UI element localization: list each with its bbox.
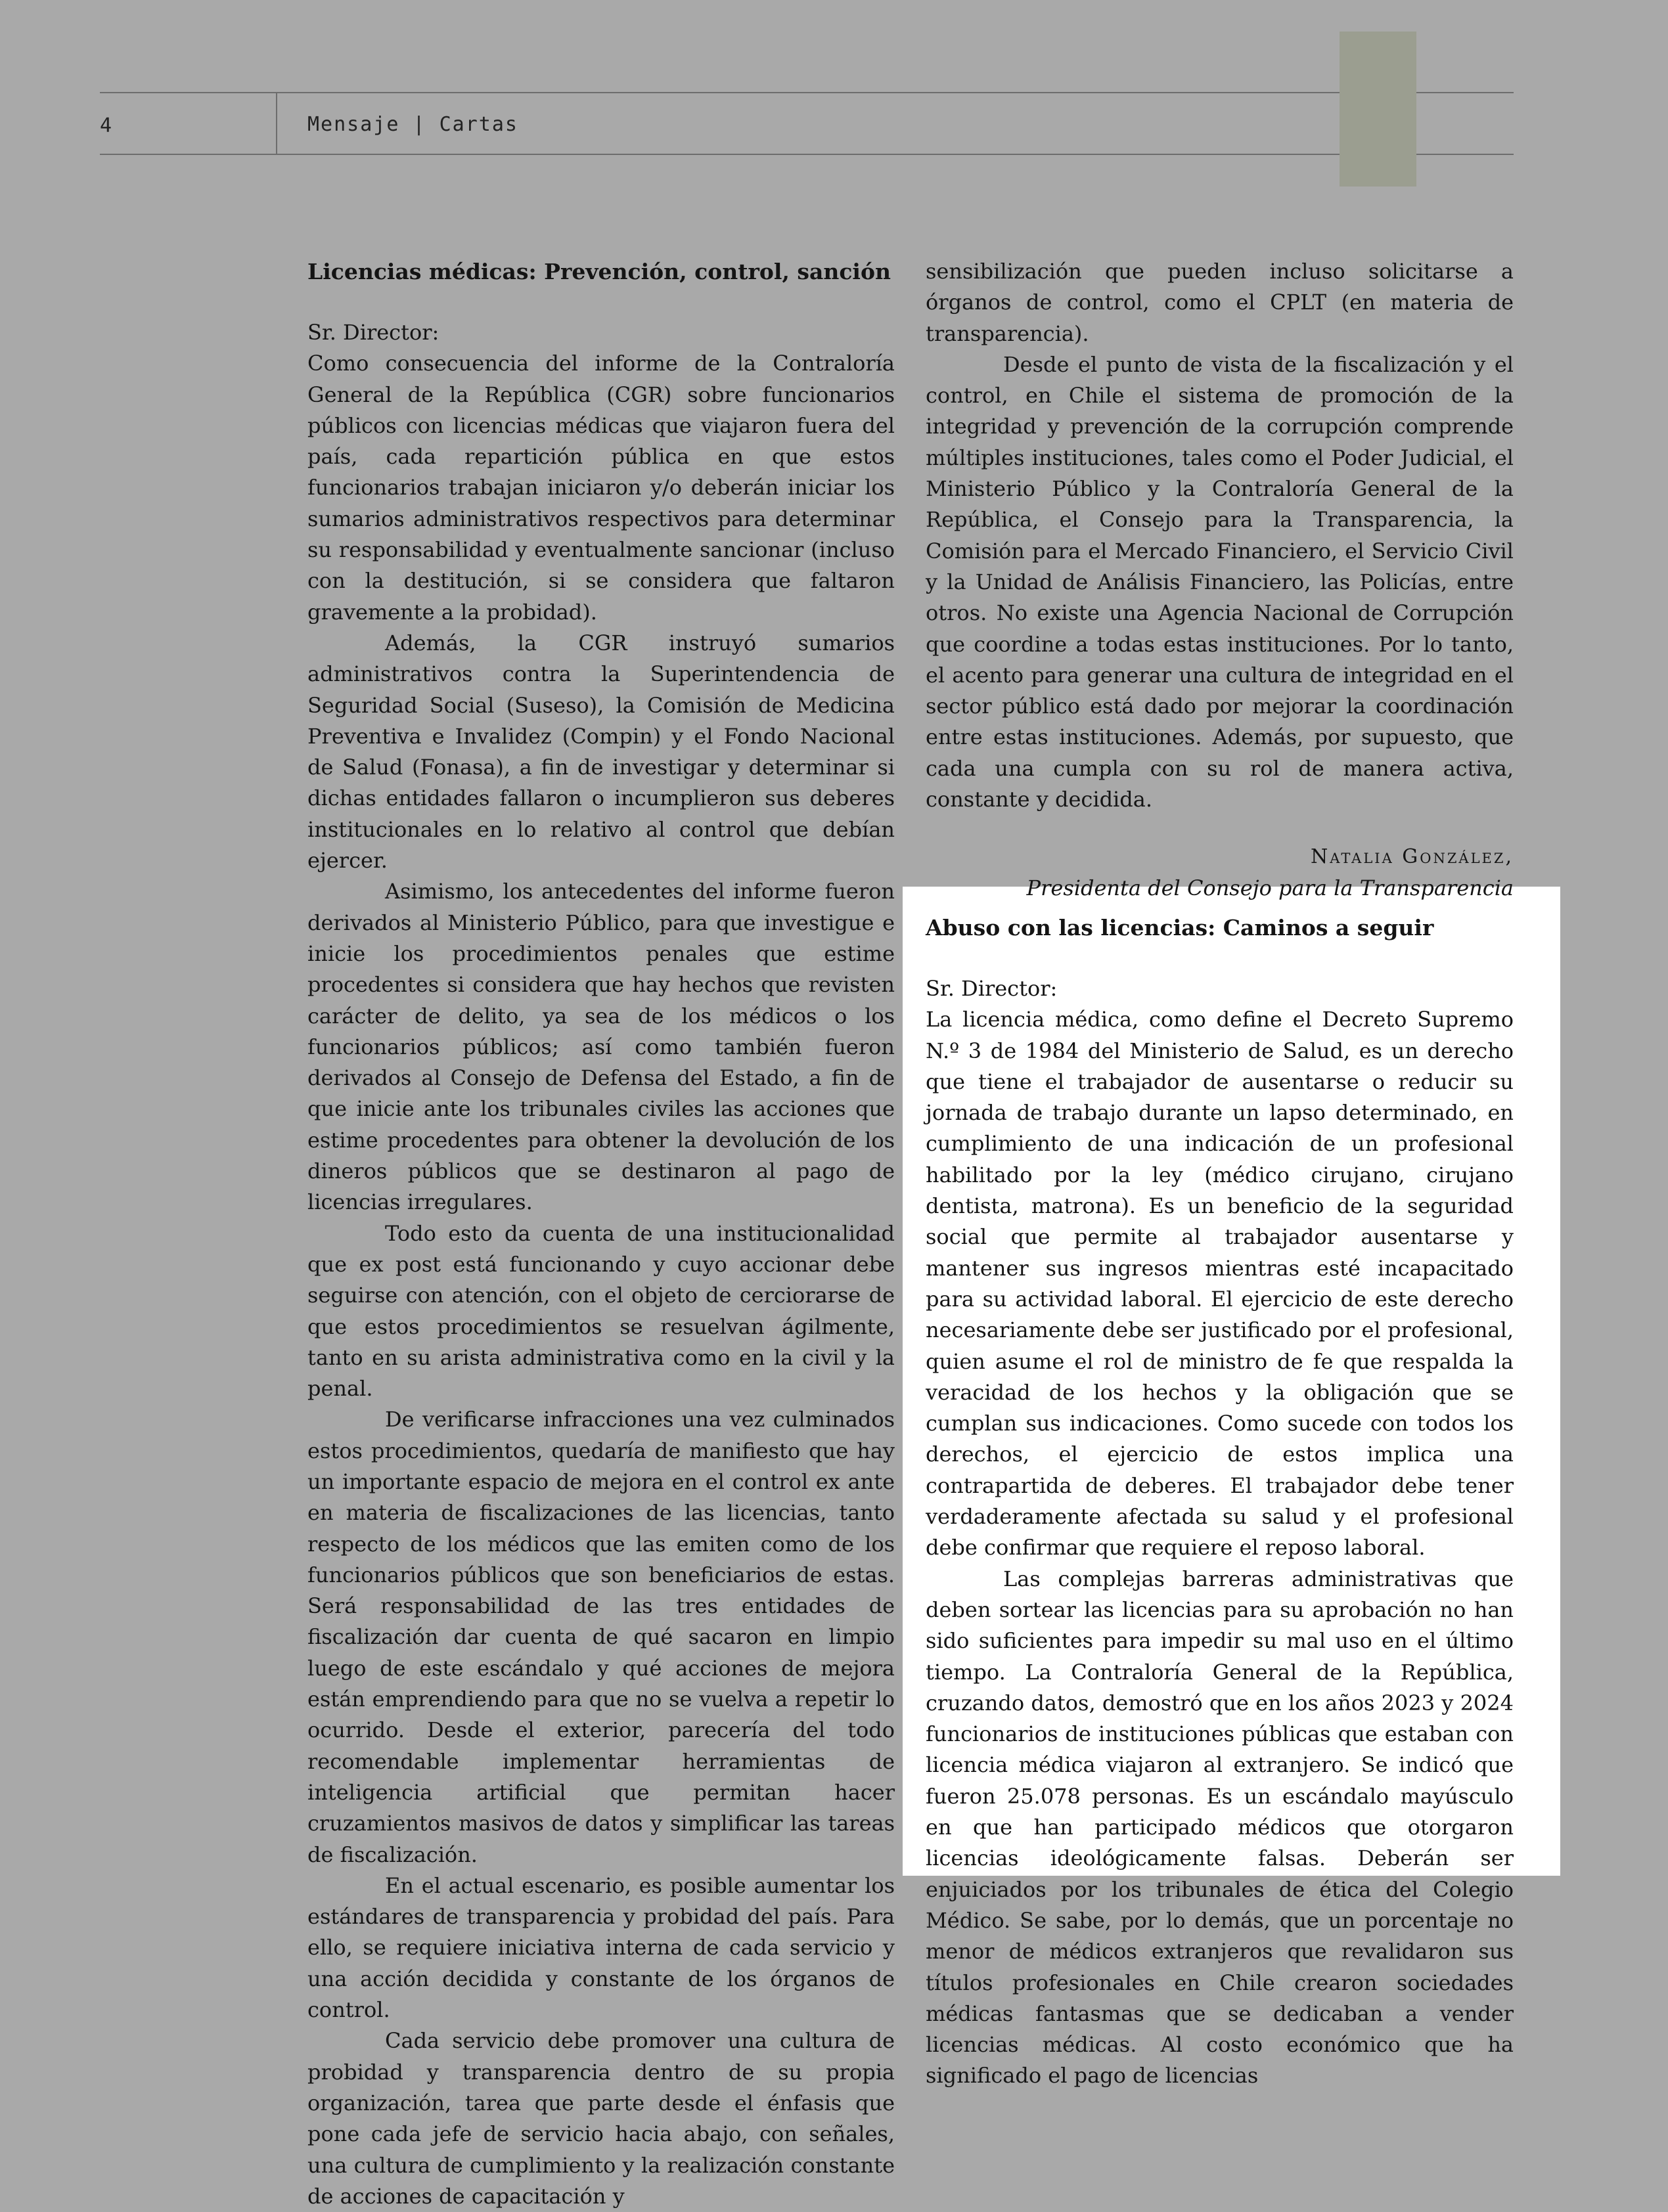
letter1-paragraph: Además, la CGR instruyó sumarios administrativos contra la Superintendencia de Seguridad Social (Suseso), la Comisión de Medicina Preventiva e Invalidez (Compin) y el Fondo Nacional de Salud (Fonasa), a fin de investigar y determinar si dichas entidades fallaron o incumplieron sus deberes institucionales en lo relativo al control que debían ejercer. xyxy=(307,630,895,874)
page-tab-marker xyxy=(1340,32,1416,187)
letter2-title: Abuso con las licencias: Caminos a seguir xyxy=(926,915,1434,940)
section-title: Mensaje | Cartas xyxy=(307,113,518,136)
header-rule-top xyxy=(100,92,1514,93)
signature-role: Presidenta del Consejo para la Transparencia xyxy=(1026,875,1514,900)
letter1-signature xyxy=(926,841,1514,904)
letter2-paragraph: La licencia médica, como define el Decreto Supremo N.º 3 de 1984 del Ministerio de Salud, es un derecho que tiene el trabajador de ausentarse o reducir su jornada de trabajo durante un lapso determinado, en cumplimiento de una indicación de un profesional habilitado por la ley (médico cirujano, cirujano dentista, matrona). Es un beneficio de la seguridad social que permite al trabajador ausentarse y mantener sus ingresos mientras esté incapacitado para su actividad laboral. El ejercicio de este derecho necesariamente debe ser justificado por el profesional, quien asume el rol de ministro de fe que respalda la veracidad de los hechos y la obligación que se cumplan sus indicaciones. Como sucede con todos los derechos, el ejercicio de estos implica una contrapartida de deberes. El trabajador debe tener verdaderamente afectada su salud y el profesional debe confirmar que requiere el reposo laboral. xyxy=(926,1007,1514,1560)
page-number: 4 xyxy=(100,114,114,137)
letter1-paragraph: sensibilización que pueden incluso solicitarse a órganos de control, como el CPLT (en materia de transparencia). xyxy=(926,259,1514,346)
letter1-paragraph: Asimismo, los antecedentes del informe fueron derivados al Ministerio Público, para que investigue e inicie los procedimientos penales que estime procedentes si considera que hay hechos que revisten carácter de delito, ya sea de los médicos o los funcionarios públicos; así como también fueron derivados al Consejo de Defensa del Estado, a fin de que inicie ante los tribunales civiles las acciones que estime procedentes para obtener la devolución de los dineros públicos que se destinaron al pago de licencias irregulares. xyxy=(307,879,895,1215)
letter1-paragraph: De verificarse infracciones una vez culminados estos procedimientos, quedaría de manifiesto que hay un importante espacio de mejora en el control ex ante en materia de fiscalizaciones de las licencias, tanto respecto de los médicos que las emiten como de los funcionarios públicos que son beneficiarios de estas. Será responsabilidad de las tres entidades de fiscalización dar cuenta de qué sacaron en limpio luego de este escándalo y qué acciones de mejora están emprendiendo para que no se vuelva a repetir lo ocurrido. Desde el exterior, parecería del todo recomendable implementar herramientas de inteligencia artificial que permitan hacer cruzamientos masivos de datos y simplificar las tareas de fiscalización. xyxy=(307,1407,895,1867)
letter1-title: Licencias médicas: Prevención, control, sanción xyxy=(307,259,891,284)
signature-name: Natalia González, xyxy=(1311,845,1514,869)
header-divider xyxy=(276,92,277,155)
letter2-column xyxy=(926,912,1514,2092)
letter1-paragraph: Desde el punto de vista de la fiscalización y el control, en Chile el sistema de promoción de la integridad y prevención de la corrupción comprende múltiples instituciones, tales como el Poder Judicial, el Ministerio Público y la Contraloría General de la República, el Consejo para la Transparencia, la Comisión para el Mercado Financiero, el Servicio Civil y la Unidad de Análisis Financiero, las Policías, entre otros. No existe una Agencia Nacional de Corrupción que coordine a todas estas instituciones. Por lo tanto, el acento para generar una cultura de integridad en el sector público está dado por mejorar la coordinación entre estas instituciones. Además, por supuesto, que cada una cumpla con su rol de manera activa, constante y decidida. xyxy=(926,351,1514,812)
letter2-paragraph: Las complejas barreras administrativas que deben sortear las licencias para su aprobación no han sido suficientes para impedir su mal uso en el último tiempo. La Contraloría General de la República, cruzando datos, demostró que en los años 2023 y 2024 funcionarios de instituciones públicas que estaban con licencia médica viajaron al extranjero. Se indicó que fueron 25.078 personas. Es un escándalo mayúsculo en que han participado médicos que otorgaron licencias ideológicamente falsas. Deberán ser enjuiciados por los tribunales de ética del Colegio Médico. Se sabe, por lo demás, que un porcentaje no menor de médicos extranjeros que revalidaron sus títulos profesionales en Chile crearon sociedades médicas fantasmas que se dedicaban a vender licencias médicas. Al costo económico que ha significado el pago de licencias xyxy=(926,1566,1514,2089)
letter2-salutation: Sr. Director: xyxy=(926,976,1058,1001)
header-rule-bottom xyxy=(100,154,1514,155)
letter1-continuation-column xyxy=(926,256,1514,904)
letter1-paragraph: En el actual escenario, es posible aumentar los estándares de transparencia y probidad del país. Para ello, se requiere iniciativa interna de cada servicio y una acción decidida y constante de los órganos de control. xyxy=(307,1872,895,2023)
letter1-paragraph: Como consecuencia del informe de la Contraloría General de la República (CGR) sobre funcionarios públicos con licencias médicas que viajaron fuera del país, cada repartición pública en que estos funcionarios trabajan iniciaron y/o deberán iniciar los sumarios administrativos respectivos para determinar su responsabilidad y eventualmente sancionar (incluso con la destitución, si se considera que faltaron gravemente a la probidad). xyxy=(307,351,895,625)
letter1-column xyxy=(307,256,895,2212)
letter1-paragraph: Todo esto da cuenta de una institucionalidad que ex post está funcionando y cuyo accionar debe seguirse con atención, con el objeto de cerciorarse de que estos procedimientos se resuelvan ágilmente, tanto en su arista administrativa como en la civil y la penal. xyxy=(307,1220,895,1402)
letter1-salutation: Sr. Director: xyxy=(307,320,440,345)
letter1-paragraph: Cada servicio debe promover una cultura de probidad y transparencia dentro de su propia organización, tarea que parte desde el énfasis que pone cada jefe de servicio hacia abajo, con señales, una cultura de cumplimiento y la realización constante de acciones de capacitación y xyxy=(307,2028,895,2209)
